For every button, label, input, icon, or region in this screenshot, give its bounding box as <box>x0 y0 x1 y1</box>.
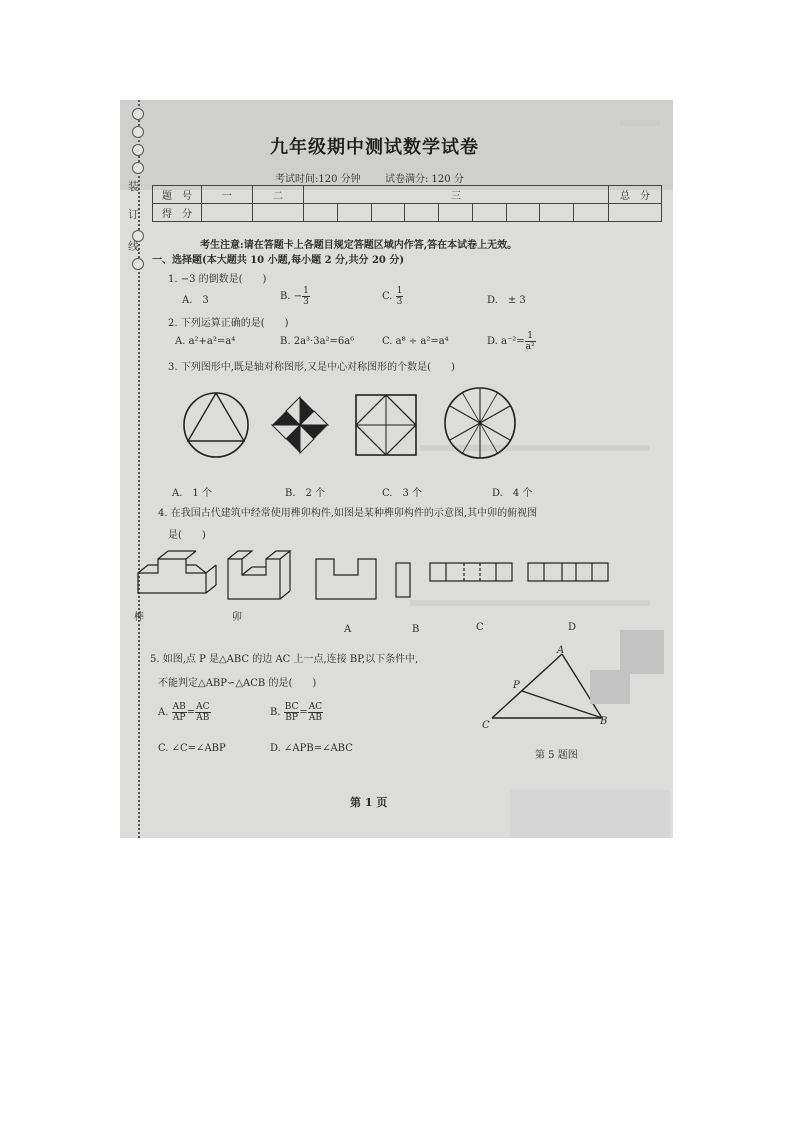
margin-text-zhuang: 装 <box>128 180 139 193</box>
q1-option-d: D. ± 3 <box>487 295 526 306</box>
denominator: 3 <box>303 297 309 307</box>
numerator: 1 <box>303 286 309 296</box>
side-ac <box>492 654 562 718</box>
q1-option-b-prefix: B. − <box>280 291 303 302</box>
score-cell <box>253 204 304 222</box>
pinwheel-figure <box>272 397 328 453</box>
q3-option-d: D. 4 个 <box>492 488 533 499</box>
q5-option-a: A. $\frac{AB}{AP}$ = $\frac{AC}{AB}$ <box>158 702 210 723</box>
numerator: BC <box>284 702 299 712</box>
score-table-header: 二 <box>253 186 304 204</box>
q1-option-c-prefix: C. <box>382 291 396 302</box>
question-5-stem-cont: 不能判定△ABP∽△ACB 的是( ) <box>158 678 317 689</box>
denominator: 3 <box>396 297 403 307</box>
point-a-label: A <box>557 645 565 656</box>
q3-option-b: B. 2 个 <box>285 488 326 499</box>
fraction <box>396 286 404 307</box>
q4-label-tenon: 榫 <box>134 612 144 623</box>
section-heading: 一、选择题(本大题共 10 小题,每小题 2 分,共分 20 分) <box>152 255 405 266</box>
fraction <box>302 286 310 307</box>
q4-option-c-figure <box>430 563 512 581</box>
binding-hole <box>132 108 144 120</box>
point-p-label: P <box>513 680 520 691</box>
redaction-block <box>620 630 664 674</box>
binding-hole <box>132 162 144 174</box>
fraction <box>525 331 536 352</box>
binding-hole <box>132 126 144 138</box>
square-diamond-figure <box>356 395 416 455</box>
point-b-label: B <box>600 716 608 727</box>
score-cell <box>304 204 338 222</box>
score-cell <box>337 204 371 222</box>
score-table-header: 一 <box>202 186 253 204</box>
q5-option-d: D. ∠APB=∠ABC <box>270 743 353 754</box>
numerator: AC <box>196 702 210 712</box>
q4-option-b: B <box>412 624 420 635</box>
circle-triangle-figure <box>184 393 248 457</box>
numerator: 1 <box>525 331 536 342</box>
score-table-header: 题 号 <box>153 186 202 204</box>
numerator: 1 <box>396 286 403 296</box>
denominator: AB <box>308 713 323 723</box>
bleed-mark <box>620 120 660 126</box>
exam-full-score: 试卷满分: 120 分 <box>385 174 464 185</box>
q4-label-mortise: 卯 <box>232 612 242 623</box>
redaction-block <box>590 670 630 704</box>
score-table-header: 总 分 <box>609 186 662 204</box>
q1-option-b <box>280 286 310 307</box>
q2-option-d <box>487 331 536 352</box>
binding-hole <box>132 258 144 270</box>
denominator: BP <box>285 713 298 723</box>
score-table <box>152 185 662 222</box>
q1-option-c <box>382 286 403 307</box>
score-cell <box>540 204 574 222</box>
score-cell <box>371 204 405 222</box>
score-cell <box>472 204 506 222</box>
score-table-row-label: 得 分 <box>153 204 202 222</box>
denominator: AP <box>172 713 186 723</box>
tenon-figure <box>138 551 216 593</box>
q3-option-a: A. 1 个 <box>172 488 212 499</box>
binding-hole <box>132 144 144 156</box>
q5-option-c: C. ∠C=∠ABP <box>158 743 226 754</box>
fraction <box>284 702 300 723</box>
q3-option-c: C. 3 个 <box>382 488 423 499</box>
denominator: a² <box>525 342 535 352</box>
question-2-stem: 2. 下列运算正确的是( ) <box>168 318 289 329</box>
q5-option-b: B. $\frac{BC}{BP}$ = $\frac{AC}{AB}$ <box>270 702 323 723</box>
score-cell <box>506 204 540 222</box>
q4-option-a-figure <box>316 559 376 599</box>
q4-option-a: A <box>344 624 352 635</box>
exam-title: 九年级期中测试数学试卷 <box>270 137 479 158</box>
margin-text-xian: 线 <box>128 240 139 253</box>
fraction <box>308 702 323 723</box>
q5-option-a-prefix: A. <box>158 707 169 718</box>
exam-notice: 考生注意:请在答题卡上各题目规定答题区域内作答,答在本试卷上无效。 <box>200 240 518 251</box>
redaction-block <box>510 790 670 838</box>
question-3-stem: 3. 下列图形中,既是轴对称图形,又是中心对称图形的个数是( ) <box>168 362 455 373</box>
q1-option-a: A. 3 <box>182 295 209 306</box>
point-c-label: C <box>482 720 490 731</box>
circle-spokes-figure <box>445 388 515 458</box>
numerator: AC <box>308 702 323 712</box>
q5-option-b-prefix: B. <box>270 707 281 718</box>
denominator: AB <box>196 713 210 723</box>
q4-option-d: D <box>568 622 577 633</box>
score-cell <box>574 204 609 222</box>
q3-figures <box>180 383 620 468</box>
q4-option-b-figure <box>396 563 410 597</box>
question-4-stem-cont: 是( ) <box>168 530 206 541</box>
margin-text-ding: 订 <box>128 208 139 221</box>
score-cell <box>609 204 662 222</box>
question-5-stem: 5. 如图,点 P 是△ABC 的边 AC 上一点,连接 BP,以下条件中, <box>150 654 419 665</box>
q2-option-b: B. 2a³·3a²=6a⁶ <box>280 336 355 347</box>
q2-option-a: A. a²+a²=a⁴ <box>175 336 236 347</box>
exam-time: 考试时间:120 分钟 <box>275 174 361 185</box>
numerator: AB <box>172 702 186 712</box>
score-cell <box>202 204 253 222</box>
q2-option-c: C. a⁸ ÷ a²=a⁴ <box>382 336 449 347</box>
q5-figure-caption: 第 5 题图 <box>535 750 578 761</box>
page-number: 第 1 页 <box>350 796 388 809</box>
score-cell <box>405 204 439 222</box>
q4-option-c: C <box>476 622 484 633</box>
q4-figures <box>130 545 610 615</box>
fraction <box>195 702 210 723</box>
score-cell <box>439 204 473 222</box>
scanned-page <box>120 100 673 838</box>
q2-option-d-prefix: D. a⁻²= <box>487 336 525 347</box>
fraction <box>172 702 187 723</box>
q4-option-d-figure <box>528 563 608 581</box>
question-1-stem: 1. −3 的倒数是( ) <box>168 274 267 285</box>
score-table-header: 三 <box>304 186 609 204</box>
mortise-figure <box>228 551 290 599</box>
question-4-stem: 4. 在我国古代建筑中经常使用榫卯构件,如图是某种榫卯构件的示意图,其中卯的俯视图 <box>158 508 538 519</box>
